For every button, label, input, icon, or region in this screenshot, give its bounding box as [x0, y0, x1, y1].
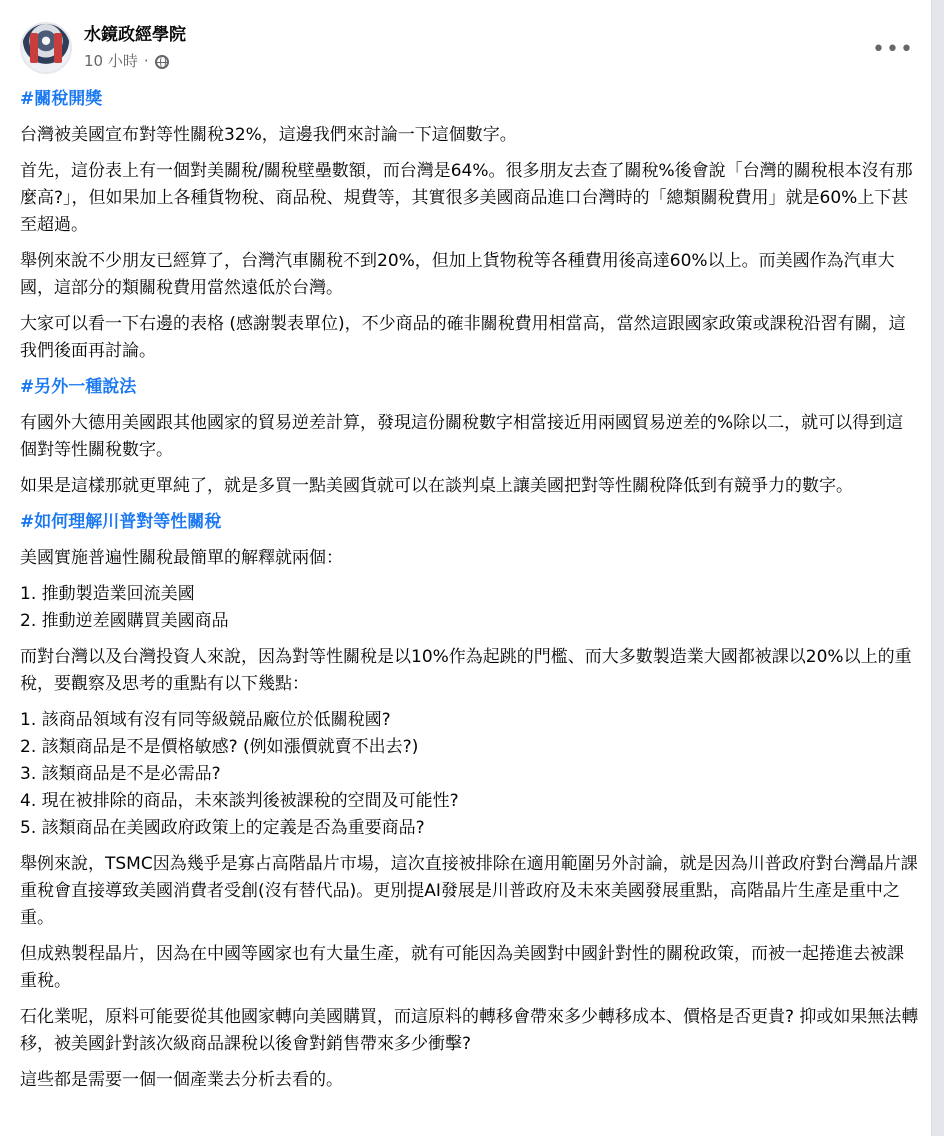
- list-item: 2. 推動逆差國購買美國商品: [20, 611, 229, 631]
- paragraph-9: 舉例來說，TSMC因為幾乎是寡占高階晶片市場，這次直接被排除在適用範圍另外討論，就是因為川普政府對台灣晶片課重稅會直接導致美國消費者受創(沒有替代品)。更別提AI發展是川普政府及未來美國發展重點，高階晶片生產是重中之重。: [20, 854, 918, 928]
- paragraph-7: 美國實施普遍性關稅最簡單的解釋就兩個：: [20, 548, 343, 568]
- paragraph-8: 而對台灣以及台灣投資人來說，因為對等性關稅是以10%作為起跳的門檻、而大多數製造業大國都被課以20%以上的重稅，要觀察及思考的重點有以下幾點：: [20, 647, 912, 694]
- paragraph-5: 有國外大德用美國跟其他國家的貿易逆差計算，發現這份關稅數字相當接近用兩國貿易逆差的%除以二，就可以得到這個對等性關稅數字。: [20, 413, 904, 460]
- more-options-button[interactable]: [872, 36, 914, 64]
- more-options-icon: •••: [872, 37, 914, 62]
- hashtag-understand-tariff[interactable]: #如何理解川普對等性關稅: [20, 512, 222, 532]
- post-header: [20, 20, 914, 76]
- hashtag-tariff-result[interactable]: #關稅開獎: [20, 89, 103, 109]
- list-item: 4. 現在被排除的商品，未來談判後被課稅的空間及可能性?: [20, 791, 459, 811]
- list-item: 5. 該類商品在美國政府政策上的定義是否為重要商品?: [20, 818, 425, 838]
- paragraph-4: 大家可以看一下右邊的表格 (感謝製表單位)，不少商品的確非關稅費用相當高，當然這跟國家政策或課稅沿習有關，這我們後面再討論。: [20, 314, 906, 361]
- background-strip: [932, 0, 944, 1136]
- consideration-list: [20, 707, 920, 842]
- list-item: 1. 推動製造業回流美國: [20, 584, 195, 604]
- list-item: 2. 該類商品是不是價格敏感? (例如漲價就賣不出去?): [20, 737, 419, 757]
- page-avatar[interactable]: [20, 22, 72, 74]
- list-item: 1. 該商品領域有沒有同等級競品廠位於低關稅國?: [20, 710, 391, 730]
- paragraph-6: 如果是這樣那就更單純了，就是多買一點美國貨就可以在談判桌上讓美國把對等性關稅降低到有競爭力的數字。: [20, 476, 853, 496]
- paragraph-2: 首先，這份表上有一個對美關稅/關稅壁壘數額，而台灣是64%。很多朋友去查了關稅%後會說「台灣的關稅根本沒有那麼高?」，但如果加上各種貨物稅、商品稅、規費等，其實很多美國商品進口台灣時的「總類關稅費用」就是60%上下甚至超過。: [20, 161, 913, 235]
- paragraph-11: 石化業呢，原料可能要從其他國家轉向美國購買，而這原料的轉移會帶來多少轉移成本、價格是否更貴? 抑或如果無法轉移，被美國針對該次級商品課稅以後會對銷售帶來多少衝擊?: [20, 1007, 919, 1054]
- paragraph-10: 但成熟製程晶片，因為在中國等國家也有大量生產，就有可能因為美國對中國針對性的關稅政策，而被一起捲進去被課重稅。: [20, 944, 904, 991]
- post-meta: [84, 51, 169, 71]
- post-time[interactable]: 10 小時: [84, 52, 138, 70]
- page-name[interactable]: 水鏡政經學院: [84, 25, 186, 45]
- list-item: 3. 該類商品是不是必需品?: [20, 764, 221, 784]
- hashtag-another-view[interactable]: #另外一種說法: [20, 377, 137, 397]
- globe-icon: [155, 55, 169, 69]
- post-content: [20, 86, 920, 1103]
- paragraph-1: 台灣被美國宣布對等性關稅32%，這邊我們來討論一下這個數字。: [20, 125, 517, 145]
- paragraph-12: 這些都是需要一個一個產業去分析去看的。: [20, 1070, 343, 1090]
- meta-separator: ·: [143, 52, 149, 70]
- reason-list: [20, 581, 920, 635]
- paragraph-3: 舉例來說不少朋友已經算了，台灣汽車關稅不到20%，但加上貨物稅等各種費用後高達60%以上。而美國作為汽車大國，這部分的類關稅費用當然遠低於台灣。: [20, 251, 895, 298]
